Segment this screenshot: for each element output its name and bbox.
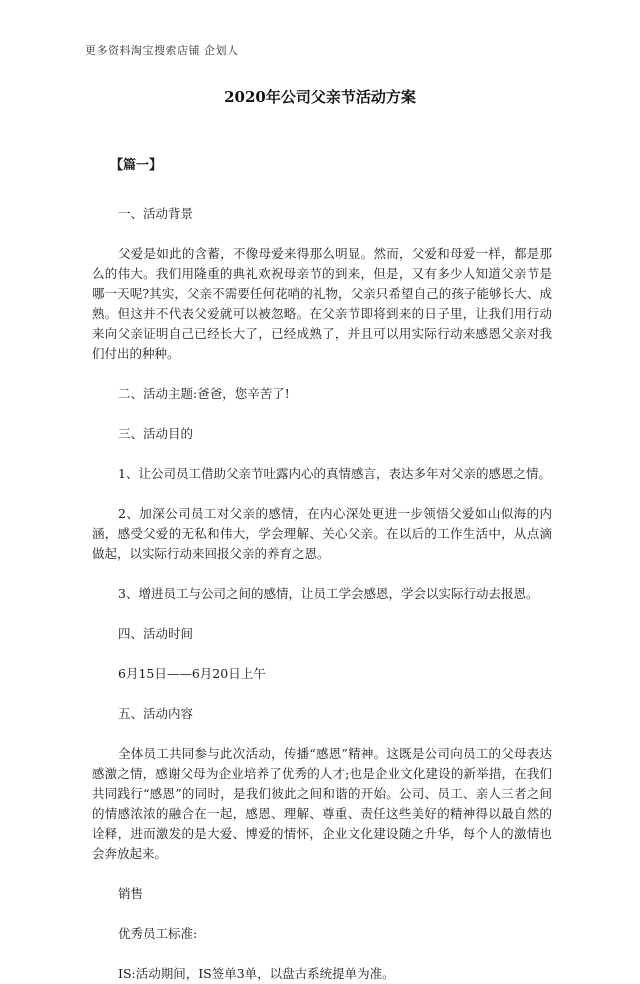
heading-sales: 销售 — [118, 886, 144, 901]
heading-background: 一、活动背景 — [118, 206, 194, 221]
header-note: 更多资料淘宝搜索店铺 企划人 — [85, 44, 239, 57]
document-body — [92, 156, 552, 984]
heading-purpose: 三、活动目的 — [118, 426, 194, 441]
heading-time: 四、活动时间 — [118, 626, 194, 641]
paragraph-background: 父爱是如此的含蓄，不像母爱来得那么明显。然而，父爱和母爱一样，都是那么的伟大。我们用隆重的典礼欢祝母亲节的到来，但是，又有多少人知道父亲节是哪一天呢?其实，父亲不需要任何花哨的礼物，父亲只希望自己的孩子能够长大、成熟。但这并不代表父爱就可以被忽略。在父亲节即将到来的日子里，让我们用行动来向父亲证明自己已经长大了，已经成熟了，并且可以用实际行动来感恩父亲对我们付出的种种。 — [92, 246, 552, 361]
purpose-item-2: 2、加深公司员工对父亲的感情，在内心深处更进一步领悟父爱如山似海的内涵，感受父爱的无私和伟大，学会理解、关心父亲。在以后的工作生活中，从点滴做起，以实际行动来回报父亲的养育之恩。 — [92, 506, 552, 561]
heading-standard: 优秀员工标准: — [118, 926, 198, 941]
activity-time: 6月15日——6月20日上午 — [118, 666, 266, 681]
heading-theme: 二、活动主题:爸爸，您辛苦了! — [118, 386, 290, 401]
standard-is: IS:活动期间，IS签单3单，以盘古系统提单为准。 — [118, 966, 395, 981]
purpose-item-3: 3、增进员工与公司之间的感情，让员工学会感恩，学会以实际行动去报恩。 — [118, 586, 539, 601]
heading-content: 五、活动内容 — [118, 706, 194, 721]
section-mark: 【篇一】 — [110, 158, 163, 173]
paragraph-content: 全体员工共同参与此次活动，传播“感恩”精神。这既是公司向员工的父母表达感激之情，感谢父母为企业培养了优秀的人才;也是企业文化建设的新举措，在我们共同践行“感恩”的同时，是我们彼此之间和谐的开始。公司、员工、亲人三者之间的情感浓浓的融合在一起，感恩、理解、尊重、责任这些美好的精神得以最自然的诠释，进而激发的是大爱、博爱的情怀，企业文化建设随之升华，每个人的激情也会奔放起来。 — [92, 746, 552, 861]
purpose-item-1: 1、让公司员工借助父亲节吐露内心的真情感言，表达多年对父亲的感恩之情。 — [118, 466, 551, 481]
document-title: 2020年公司父亲节活动方案 — [224, 88, 416, 106]
